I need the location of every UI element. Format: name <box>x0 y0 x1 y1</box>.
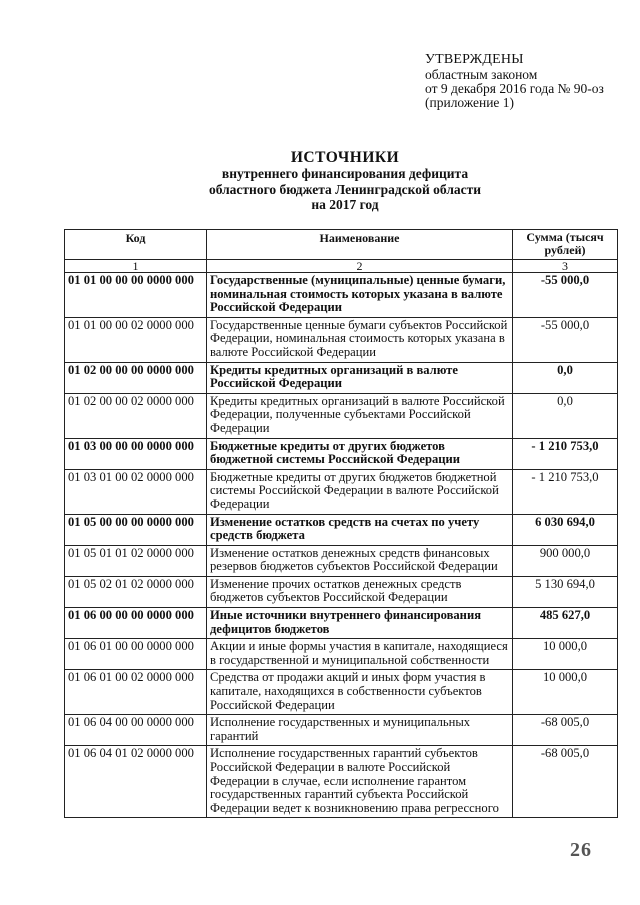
approval-stamp <box>425 53 604 110</box>
row-sum: 0,0 <box>513 393 618 438</box>
row-code: 01 03 00 00 00 0000 000 <box>65 438 207 469</box>
document-title <box>130 149 560 213</box>
row-name: Иные источники внутреннего финансирования дефицитов бюджетов <box>207 608 513 639</box>
row-name: Государственные (муниципальные) ценные бумаги, номинальная стоимость которых указана в валюте Российской Федерации <box>207 273 513 318</box>
row-code: 01 06 04 00 00 0000 000 <box>65 715 207 746</box>
table-row <box>65 639 618 670</box>
row-sum: - 1 210 753,0 <box>513 438 618 469</box>
column-number: 3 <box>513 260 618 273</box>
header-sum: Сумма (тысяч рублей) <box>513 230 618 260</box>
row-sum: 10 000,0 <box>513 670 618 715</box>
row-name: Бюджетные кредиты от других бюджетов бюджетной системы Российской Федерации <box>207 438 513 469</box>
approval-line-1: областным законом <box>425 67 538 82</box>
row-sum: - 1 210 753,0 <box>513 469 618 514</box>
row-sum: 5 130 694,0 <box>513 576 618 607</box>
table-row <box>65 273 618 318</box>
row-name: Изменение остатков денежных средств финансовых резервов бюджетов субъектов Российской Федерации <box>207 545 513 576</box>
approval-line-3: (приложение 1) <box>425 95 515 110</box>
row-code: 01 06 04 01 02 0000 000 <box>65 746 207 818</box>
row-sum: 485 627,0 <box>513 608 618 639</box>
header-name: Наименование <box>207 230 513 260</box>
row-code: 01 06 00 00 00 0000 000 <box>65 608 207 639</box>
table-header-row <box>65 230 618 260</box>
table-row <box>65 438 618 469</box>
row-sum: 10 000,0 <box>513 639 618 670</box>
sources-table <box>64 229 618 818</box>
title-line-3: на 2017 год <box>311 197 379 212</box>
table-row <box>65 746 618 818</box>
row-sum: 6 030 694,0 <box>513 514 618 545</box>
table-row <box>65 670 618 715</box>
title-line-1: внутреннего финансирования дефицита <box>221 166 469 181</box>
row-name: Изменение остатков средств на счетах по учету средств бюджета <box>207 514 513 545</box>
row-code: 01 06 01 00 00 0000 000 <box>65 639 207 670</box>
table-row <box>65 576 618 607</box>
page-number: 26 <box>570 839 592 861</box>
row-code: 01 05 01 01 02 0000 000 <box>65 545 207 576</box>
row-code: 01 03 01 00 02 0000 000 <box>65 469 207 514</box>
row-code: 01 02 00 00 02 0000 000 <box>65 393 207 438</box>
table-row <box>65 362 618 393</box>
table-row <box>65 317 618 362</box>
row-name: Бюджетные кредиты от других бюджетов бюджетной системы Российской Федерации в валюте Российской Федерации <box>207 469 513 514</box>
row-sum: 0,0 <box>513 362 618 393</box>
title-main: ИСТОЧНИКИ <box>290 149 400 166</box>
table-row <box>65 393 618 438</box>
table-row <box>65 514 618 545</box>
row-code: 01 06 01 00 02 0000 000 <box>65 670 207 715</box>
row-name: Средства от продажи акций и иных форм участия в капитале, находящихся в собственности субъектов Российской Федерации <box>207 670 513 715</box>
table-row <box>65 545 618 576</box>
row-sum: -68 005,0 <box>513 746 618 818</box>
row-code: 01 05 00 00 00 0000 000 <box>65 514 207 545</box>
table-row <box>65 715 618 746</box>
row-name: Кредиты кредитных организаций в валюте Российской Федерации <box>207 362 513 393</box>
column-number-row <box>65 260 618 273</box>
row-sum: -55 000,0 <box>513 317 618 362</box>
row-name: Кредиты кредитных организаций в валюте Российской Федерации, полученные субъектами Российской Федерации <box>207 393 513 438</box>
approval-line-2: от 9 декабря 2016 года № 90-оз <box>425 81 604 96</box>
row-name: Изменение прочих остатков денежных средств бюджетов субъектов Российской Федерации <box>207 576 513 607</box>
table-row <box>65 608 618 639</box>
row-code: 01 01 00 00 00 0000 000 <box>65 273 207 318</box>
row-code: 01 01 00 00 02 0000 000 <box>65 317 207 362</box>
row-name: Государственные ценные бумаги субъектов Российской Федерации, номинальная стоимость которых указана в валюте Российской Федерации <box>207 317 513 362</box>
row-code: 01 02 00 00 00 0000 000 <box>65 362 207 393</box>
row-name: Исполнение государственных гарантий субъектов Российской Федерации в валюте Российской Федерации в случае, если исполнение гарантом государственных гарантий субъекта Российской Федерации ведет к возникновению права регрессного <box>207 746 513 818</box>
row-name: Акции и иные формы участия в капитале, находящиеся в государственной и муниципальной собственности <box>207 639 513 670</box>
column-number: 1 <box>65 260 207 273</box>
table-row <box>65 469 618 514</box>
column-number: 2 <box>207 260 513 273</box>
title-line-2: областного бюджета Ленинградской области <box>208 181 482 197</box>
approval-heading: УТВЕРЖДЕНЫ <box>425 52 524 67</box>
header-code: Код <box>65 230 207 260</box>
row-sum: 900 000,0 <box>513 545 618 576</box>
row-name: Исполнение государственных и муниципальных гарантий <box>207 715 513 746</box>
row-code: 01 05 02 01 02 0000 000 <box>65 576 207 607</box>
row-sum: -55 000,0 <box>513 273 618 318</box>
row-sum: -68 005,0 <box>513 715 618 746</box>
